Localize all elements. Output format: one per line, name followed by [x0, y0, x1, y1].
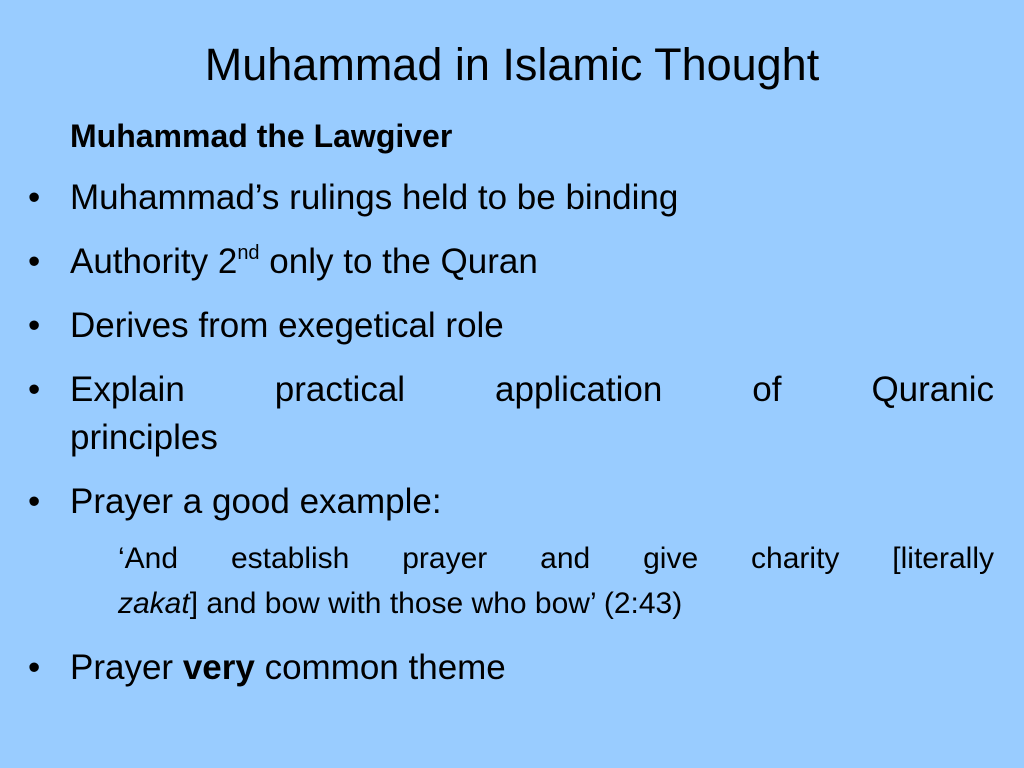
bullet-icon: •	[28, 306, 41, 345]
ordinal-superscript: nd	[237, 242, 260, 264]
bullet-item-authority	[28, 238, 994, 286]
bullet-text-suffix: only to the Quran	[259, 242, 538, 281]
quote-line2	[118, 581, 994, 626]
bullet-item-explain	[28, 366, 994, 462]
quote-line1: ‘And establish prayer and give charity [literally	[118, 542, 994, 575]
bullet-item-exegetical	[28, 302, 994, 350]
quote-line2-rest: ] and bow with those who bow’ (2:43)	[189, 587, 683, 620]
bullet-icon: •	[28, 370, 41, 409]
bullet-text: Derives from exegetical role	[70, 306, 504, 345]
bullet-text-emphasis: very	[182, 648, 255, 687]
bullet-icon: •	[28, 242, 41, 281]
bullet-text: Muhammad’s rulings held to be binding	[70, 178, 679, 217]
bullet-text-line1: Explain practical application of Quranic	[70, 370, 994, 409]
subheading: Muhammad the Lawgiver	[70, 118, 453, 154]
bullet-icon: •	[28, 648, 41, 687]
bullet-item-prayer-example	[28, 478, 994, 526]
bullet-text-prefix: Prayer	[70, 648, 183, 687]
bullet-item-rulings	[28, 174, 994, 222]
slide-title: Muhammad in Islamic Thought	[204, 39, 820, 90]
bullet-item-prayer-theme	[28, 644, 994, 692]
slide-body	[28, 112, 994, 708]
bullet-icon: •	[28, 482, 41, 521]
bullet-text-line2: principles	[70, 418, 218, 457]
bullet-text: Prayer a good example:	[70, 482, 442, 521]
bullet-icon: •	[28, 178, 41, 217]
bullet-text-prefix: Authority 2	[70, 242, 238, 281]
bullet-text-suffix: common theme	[254, 648, 506, 687]
quran-quote	[28, 536, 994, 626]
quote-italic-word: zakat	[118, 587, 190, 620]
